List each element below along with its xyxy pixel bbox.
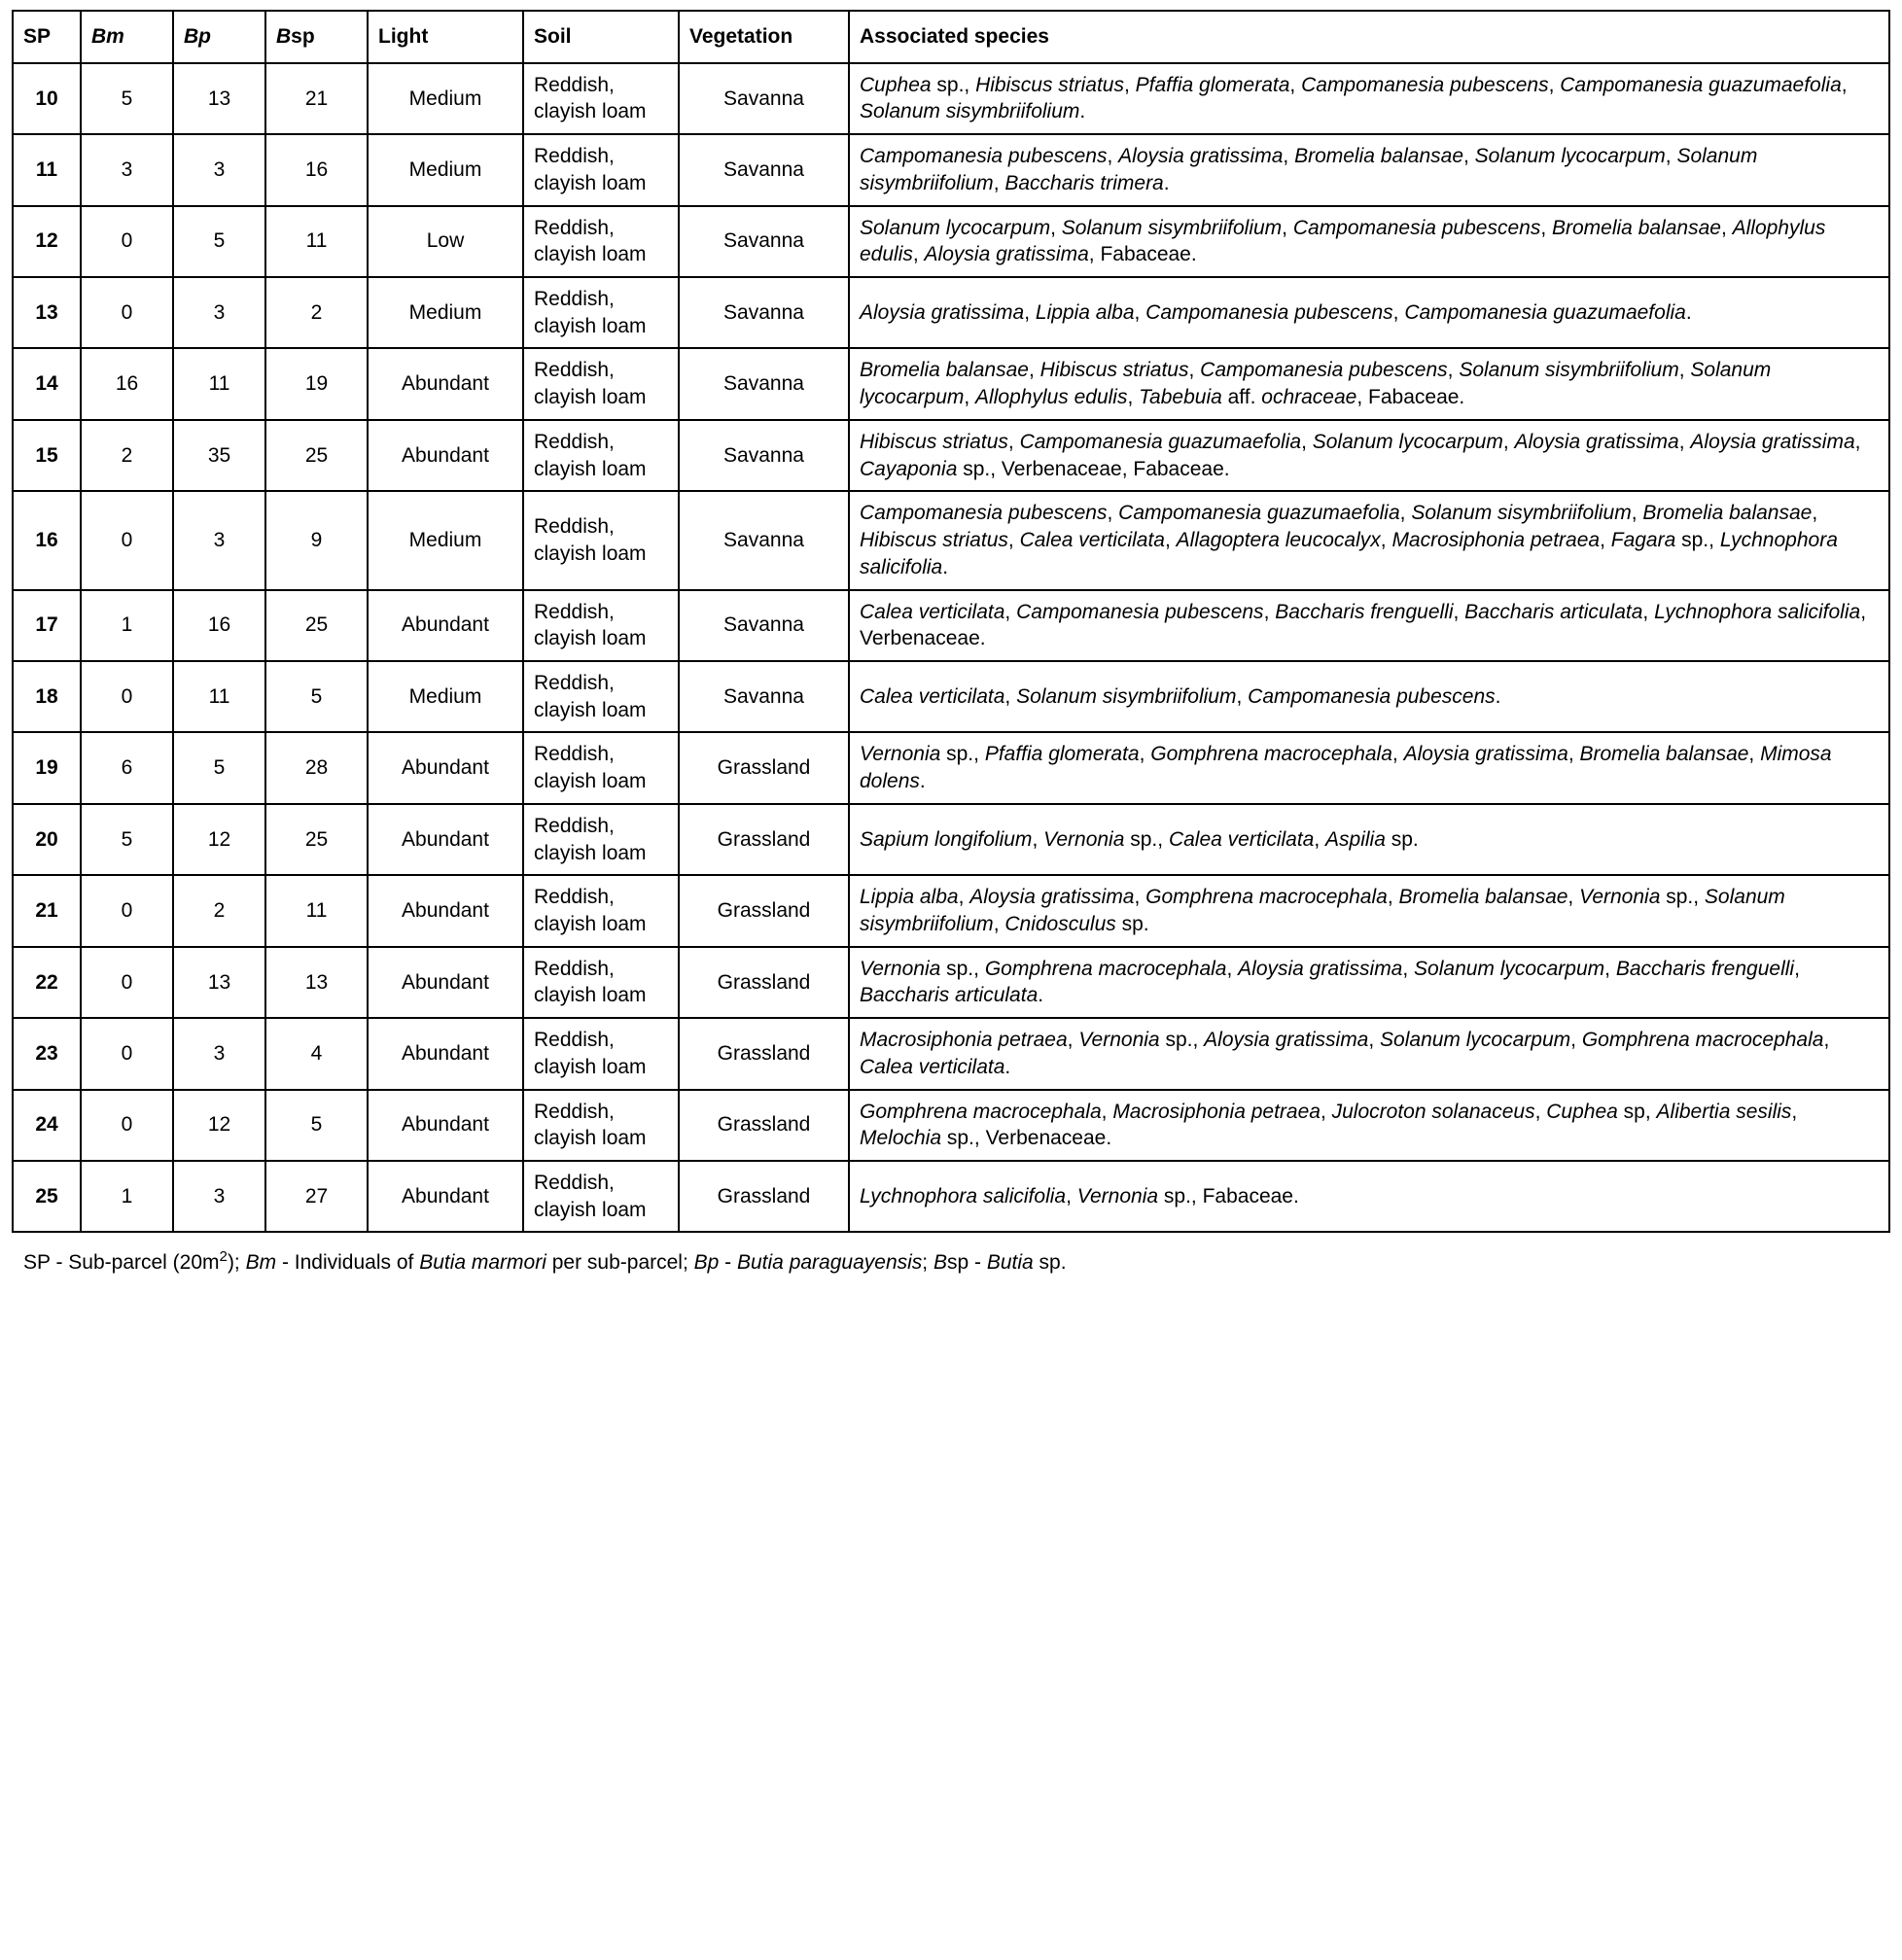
table-row — [13, 491, 1889, 589]
cell-bsp: 19 — [265, 348, 368, 419]
cell-bp: 5 — [173, 206, 265, 277]
cell-bm: 0 — [81, 947, 173, 1018]
cell-bm: 0 — [81, 661, 173, 732]
cell-associated-species: Aloysia gratissima, Lippia alba, Campomanesia pubescens, Campomanesia guazumaefolia. — [849, 277, 1889, 348]
cell-light: Medium — [368, 661, 523, 732]
cell-bsp: 25 — [265, 590, 368, 661]
cell-soil: Reddish, clayish loam — [523, 348, 679, 419]
cell-bsp: 2 — [265, 277, 368, 348]
table-body — [13, 63, 1889, 1233]
cell-associated-species: Bromelia balansae, Hibiscus striatus, Campomanesia pubescens, Solanum sisymbriifolium, Solanum lycocarpum, Allophylus edulis, Tabebuia aff. ochraceae, Fabaceae. — [849, 348, 1889, 419]
cell-bsp: 16 — [265, 134, 368, 205]
cell-bsp: 21 — [265, 63, 368, 134]
cell-bsp: 5 — [265, 661, 368, 732]
cell-associated-species: Campomanesia pubescens, Campomanesia guazumaefolia, Solanum sisymbriifolium, Bromelia balansae, Hibiscus striatus, Calea verticilata, Allagoptera leucocalyx, Macrosiphonia petraea, Fagara sp., Lychnophora salicifolia. — [849, 491, 1889, 589]
cell-vegetation: Grassland — [679, 732, 849, 803]
cell-associated-species: Calea verticilata, Campomanesia pubescens, Baccharis frenguelli, Baccharis articulata, Lychnophora salicifolia, Verbenaceae. — [849, 590, 1889, 661]
table-row — [13, 134, 1889, 205]
cell-bsp: 25 — [265, 804, 368, 875]
cell-associated-species: Lippia alba, Aloysia gratissima, Gomphrena macrocephala, Bromelia balansae, Vernonia sp., Solanum sisymbriifolium, Cnidosculus sp. — [849, 875, 1889, 946]
table-row — [13, 947, 1889, 1018]
table-row — [13, 63, 1889, 134]
cell-vegetation: Grassland — [679, 947, 849, 1018]
cell-bsp: 25 — [265, 420, 368, 491]
cell-sp: 22 — [13, 947, 81, 1018]
cell-bp: 3 — [173, 277, 265, 348]
cell-bm: 0 — [81, 1018, 173, 1089]
cell-bsp: 9 — [265, 491, 368, 589]
cell-bm: 2 — [81, 420, 173, 491]
cell-vegetation: Savanna — [679, 491, 849, 589]
cell-associated-species: Vernonia sp., Pfaffia glomerata, Gomphrena macrocephala, Aloysia gratissima, Bromelia balansae, Mimosa dolens. — [849, 732, 1889, 803]
cell-vegetation: Grassland — [679, 875, 849, 946]
cell-sp: 25 — [13, 1161, 81, 1232]
cell-bsp: 13 — [265, 947, 368, 1018]
cell-associated-species: Campomanesia pubescens, Aloysia gratissima, Bromelia balansae, Solanum lycocarpum, Solanum sisymbriifolium, Baccharis trimera. — [849, 134, 1889, 205]
table-footnote: SP - Sub-parcel $(20m^2)$; Bm - Individuals of Butia marmori per sub-parcel; Bp - Butia paraguayensis; Bsp - Butia sp. — [23, 1248, 1067, 1275]
cell-sp: 11 — [13, 134, 81, 205]
cell-bp: 12 — [173, 1090, 265, 1161]
cell-bsp: 5 — [265, 1090, 368, 1161]
cell-associated-species: Gomphrena macrocephala, Macrosiphonia petraea, Julocroton solanaceus, Cuphea sp, Alibertia sesilis, Melochia sp., Verbenaceae. — [849, 1090, 1889, 1161]
cell-bsp: 28 — [265, 732, 368, 803]
table-row — [13, 420, 1889, 491]
cell-soil: Reddish, clayish loam — [523, 63, 679, 134]
cell-vegetation: Savanna — [679, 590, 849, 661]
cell-bm: 3 — [81, 134, 173, 205]
cell-bp: 16 — [173, 590, 265, 661]
cell-soil: Reddish, clayish loam — [523, 206, 679, 277]
cell-bp: 12 — [173, 804, 265, 875]
cell-bm: 5 — [81, 63, 173, 134]
cell-light: Abundant — [368, 947, 523, 1018]
cell-light: Low — [368, 206, 523, 277]
cell-bp: 5 — [173, 732, 265, 803]
table-header — [13, 11, 1889, 63]
cell-sp: 10 — [13, 63, 81, 134]
column-header-bm: Bm — [81, 11, 173, 63]
cell-light: Abundant — [368, 348, 523, 419]
cell-sp: 19 — [13, 732, 81, 803]
cell-associated-species: Calea verticilata, Solanum sisymbriifolium, Campomanesia pubescens. — [849, 661, 1889, 732]
column-header-light: Light — [368, 11, 523, 63]
cell-bm: 6 — [81, 732, 173, 803]
cell-vegetation: Savanna — [679, 206, 849, 277]
cell-sp: 16 — [13, 491, 81, 589]
cell-soil: Reddish, clayish loam — [523, 590, 679, 661]
cell-sp: 20 — [13, 804, 81, 875]
associated-species-table — [12, 10, 1890, 1233]
cell-soil: Reddish, clayish loam — [523, 804, 679, 875]
cell-soil: Reddish, clayish loam — [523, 947, 679, 1018]
cell-soil: Reddish, clayish loam — [523, 661, 679, 732]
cell-bm: 1 — [81, 590, 173, 661]
column-header-soil: Soil — [523, 11, 679, 63]
cell-bm: 0 — [81, 277, 173, 348]
table-row — [13, 1018, 1889, 1089]
cell-bp: 13 — [173, 947, 265, 1018]
cell-associated-species: Cuphea sp., Hibiscus striatus, Pfaffia glomerata, Campomanesia pubescens, Campomanesia guazumaefolia, Solanum sisymbriifolium. — [849, 63, 1889, 134]
cell-soil: Reddish, clayish loam — [523, 1018, 679, 1089]
cell-bm: 0 — [81, 1090, 173, 1161]
cell-vegetation: Grassland — [679, 804, 849, 875]
table-row — [13, 206, 1889, 277]
cell-bsp: 11 — [265, 875, 368, 946]
cell-light: Medium — [368, 134, 523, 205]
cell-vegetation: Grassland — [679, 1018, 849, 1089]
cell-light: Abundant — [368, 1018, 523, 1089]
cell-bp: 3 — [173, 1161, 265, 1232]
table-row — [13, 1161, 1889, 1232]
cell-light: Abundant — [368, 1090, 523, 1161]
cell-sp: 14 — [13, 348, 81, 419]
cell-vegetation: Grassland — [679, 1090, 849, 1161]
cell-sp: 12 — [13, 206, 81, 277]
table-row — [13, 875, 1889, 946]
cell-vegetation: Grassland — [679, 1161, 849, 1232]
cell-bp: 2 — [173, 875, 265, 946]
cell-light: Abundant — [368, 804, 523, 875]
cell-light: Medium — [368, 63, 523, 134]
cell-vegetation: Savanna — [679, 134, 849, 205]
cell-sp: 15 — [13, 420, 81, 491]
cell-light: Abundant — [368, 420, 523, 491]
cell-soil: Reddish, clayish loam — [523, 732, 679, 803]
cell-associated-species: Macrosiphonia petraea, Vernonia sp., Aloysia gratissima, Solanum lycocarpum, Gomphrena macrocephala, Calea verticilata. — [849, 1018, 1889, 1089]
cell-soil: Reddish, clayish loam — [523, 420, 679, 491]
cell-light: Abundant — [368, 590, 523, 661]
cell-sp: 21 — [13, 875, 81, 946]
cell-bsp: 27 — [265, 1161, 368, 1232]
cell-soil: Reddish, clayish loam — [523, 875, 679, 946]
cell-soil: Reddish, clayish loam — [523, 491, 679, 589]
cell-bp: 3 — [173, 491, 265, 589]
table-row — [13, 590, 1889, 661]
cell-light: Medium — [368, 277, 523, 348]
cell-soil: Reddish, clayish loam — [523, 1161, 679, 1232]
cell-bp: 3 — [173, 134, 265, 205]
table-row — [13, 732, 1889, 803]
cell-associated-species: Sapium longifolium, Vernonia sp., Calea verticilata, Aspilia sp. — [849, 804, 1889, 875]
cell-bm: 0 — [81, 875, 173, 946]
cell-bsp: 4 — [265, 1018, 368, 1089]
table-row — [13, 1090, 1889, 1161]
cell-associated-species: Vernonia sp., Gomphrena macrocephala, Aloysia gratissima, Solanum lycocarpum, Baccharis frenguelli, Baccharis articulata. — [849, 947, 1889, 1018]
cell-bm: 0 — [81, 206, 173, 277]
cell-associated-species: Hibiscus striatus, Campomanesia guazumaefolia, Solanum lycocarpum, Aloysia gratissima, Aloysia gratissima, Cayaponia sp., Verbenaceae, Fabaceae. — [849, 420, 1889, 491]
cell-vegetation: Savanna — [679, 420, 849, 491]
cell-bp: 35 — [173, 420, 265, 491]
cell-sp: 23 — [13, 1018, 81, 1089]
cell-bp: 11 — [173, 348, 265, 419]
column-header-sp: SP — [13, 11, 81, 63]
cell-bp: 11 — [173, 661, 265, 732]
table-row — [13, 348, 1889, 419]
cell-associated-species: Lychnophora salicifolia, Vernonia sp., Fabaceae. — [849, 1161, 1889, 1232]
cell-sp: 17 — [13, 590, 81, 661]
cell-vegetation: Savanna — [679, 277, 849, 348]
cell-light: Abundant — [368, 732, 523, 803]
cell-bp: 13 — [173, 63, 265, 134]
table-row — [13, 277, 1889, 348]
cell-bsp: 11 — [265, 206, 368, 277]
cell-bm: 16 — [81, 348, 173, 419]
cell-bp: 3 — [173, 1018, 265, 1089]
column-header-associated-species: Associated species — [849, 11, 1889, 63]
cell-soil: Reddish, clayish loam — [523, 277, 679, 348]
table-row — [13, 804, 1889, 875]
cell-sp: 13 — [13, 277, 81, 348]
cell-light: Abundant — [368, 875, 523, 946]
column-header-bsp-italic: B — [276, 25, 292, 48]
cell-vegetation: Savanna — [679, 63, 849, 134]
cell-sp: 18 — [13, 661, 81, 732]
cell-vegetation: Savanna — [679, 348, 849, 419]
cell-sp: 24 — [13, 1090, 81, 1161]
cell-light: Medium — [368, 491, 523, 589]
column-header-bp: Bp — [173, 11, 265, 63]
cell-bm: 5 — [81, 804, 173, 875]
cell-vegetation: Savanna — [679, 661, 849, 732]
column-header-bsp — [265, 11, 368, 63]
cell-soil: Reddish, clayish loam — [523, 1090, 679, 1161]
table-header-row — [13, 11, 1889, 63]
cell-bm: 1 — [81, 1161, 173, 1232]
column-header-vegetation: Vegetation — [679, 11, 849, 63]
column-header-bsp-rest: sp — [291, 25, 315, 48]
cell-soil: Reddish, clayish loam — [523, 134, 679, 205]
cell-light: Abundant — [368, 1161, 523, 1232]
cell-associated-species: Solanum lycocarpum, Solanum sisymbriifolium, Campomanesia pubescens, Bromelia balansae, Allophylus edulis, Aloysia gratissima, Fabaceae. — [849, 206, 1889, 277]
cell-bm: 0 — [81, 491, 173, 589]
table-row — [13, 661, 1889, 732]
